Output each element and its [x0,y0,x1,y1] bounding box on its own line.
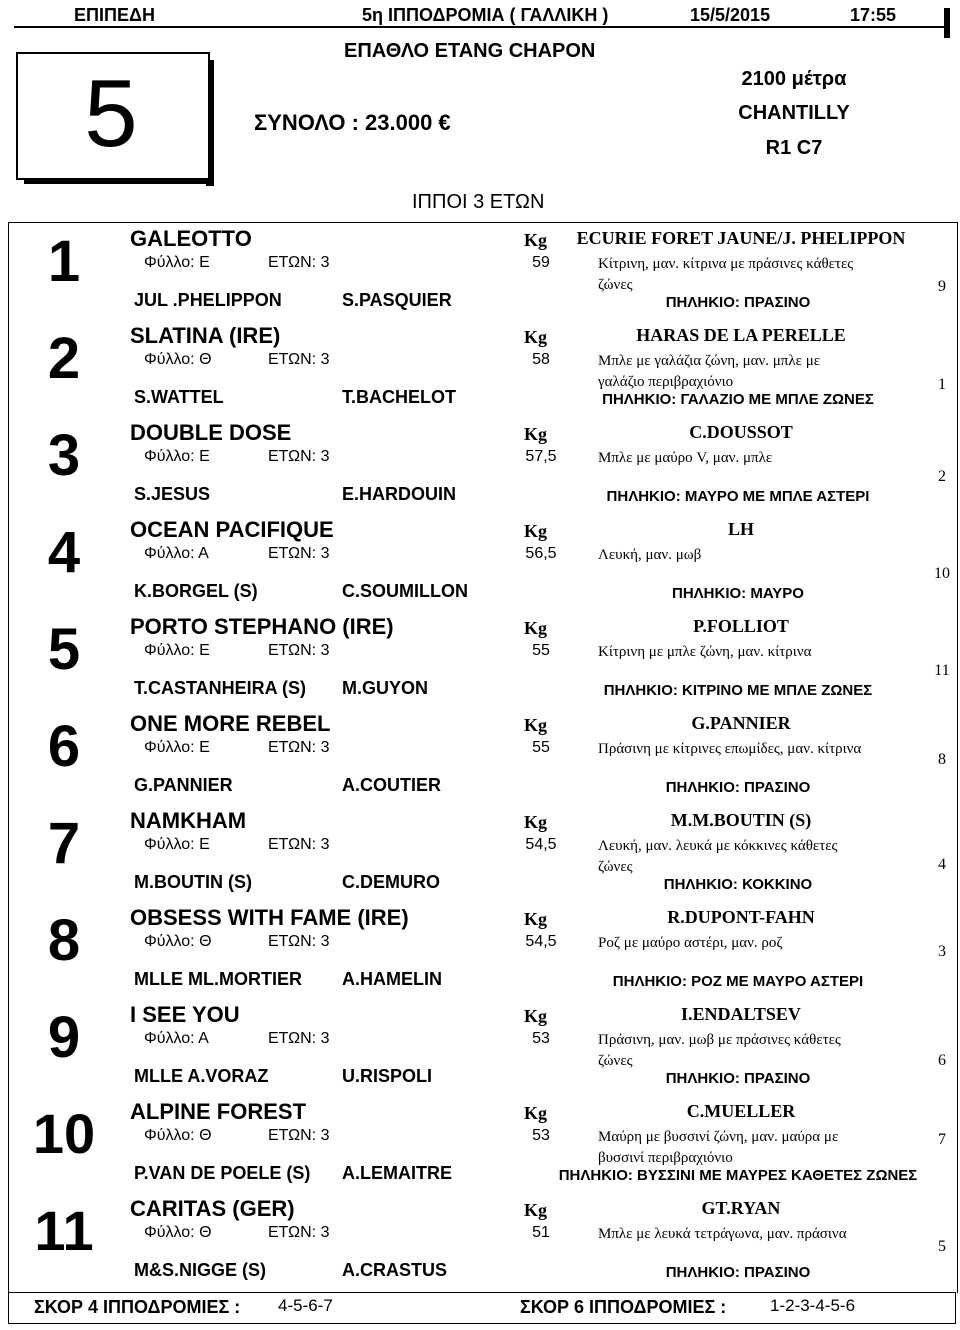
horse-age: ΕΤΩΝ: 3 [268,1127,330,1144]
runner-row [8,709,956,806]
horse-age: ΕΤΩΝ: 3 [268,933,330,950]
draw-number: 11 [934,662,950,679]
horse-age: ΕΤΩΝ: 3 [268,545,330,562]
kg-label: Kg [524,327,548,347]
horse-name: NAMKHAM [130,808,247,833]
race-number: 5 [84,60,138,167]
horse-age: ΕΤΩΝ: 3 [268,1224,330,1241]
draw-number: 6 [938,1052,946,1069]
silks-description: Κίτρινη, μαν. κίτρινα με πράσινες κάθετες ζώνες [598,256,854,293]
silks-description: Λευκή, μαν. μωβ [598,547,702,563]
kg-label: Kg [524,230,548,250]
jockey-name: T.CASTANHEIRA (S) [134,678,306,698]
silks-description: Κίτρινη με μπλε ζώνη, μαν. κίτρινα [598,644,812,660]
runner-row [8,418,956,515]
horse-number: 3 [47,423,81,488]
draw-number: 2 [938,468,946,485]
trainer-name: S.PASQUIER [342,290,452,310]
horse-sex: Φύλλο: Ε [144,254,210,271]
cap-description: ΠΗΛΗΚΙΟ: ΠΡΑΣΙΝΟ [665,1070,811,1087]
trainer-name: A.HAMELIN [342,969,442,989]
owner-name: G.PANNIER [691,713,791,733]
owner-name: ECURIE FORET JAUNE/J. PHELIPPON [576,228,906,248]
draw-number: 4 [938,856,946,873]
race-title: 5η ΙΠΠΟΔΡΟΜΙΑ ( ΓΑΛΛΙΚΗ ) [362,5,609,25]
runner-row [8,806,956,903]
prize-name: ΕΠΑΘΛΟ ETANG CHAPON [344,40,596,62]
horse-sex: Φύλλο: Α [144,1030,209,1047]
kg-label: Kg [524,521,548,541]
horse-weight: 55 [532,739,550,756]
distance: 2100 μέτρα [741,68,847,90]
cap-description: ΠΗΛΗΚΙΟ: ΠΡΑΣΙΝΟ [665,779,811,796]
trainer-name: C.DEMURO [342,872,440,892]
score6-label: ΣΚΟΡ 6 ΙΠΠΟΔΡΟΜΙΕΣ : [520,1297,727,1317]
jockey-name: K.BORGEL (S) [134,581,258,601]
draw-number: 8 [938,751,946,768]
horse-number: 2 [47,326,81,391]
silks-description: Πράσινη, μαν. μωβ με πράσινες κάθετες ζώνες [598,1032,841,1069]
runner-row [8,515,956,612]
horse-name: ONE MORE REBEL [130,711,331,736]
horse-sex: Φύλλο: Θ [144,351,212,368]
owner-name: HARAS DE LA PERELLE [636,325,846,345]
cap-description: ΠΗΛΗΚΙΟ: ΜΑΥΡΟ [672,585,804,602]
venue: CHANTILLY [738,102,850,124]
runner-row [8,612,956,709]
horse-number: 4 [47,520,81,585]
runner-row [8,1097,956,1194]
silks-description: Ροζ με μαύρο αστέρι, μαν. ροζ [598,935,783,951]
horse-name: DOUBLE DOSE [130,420,292,445]
race-type: ΕΠΙΠΕΔΗ [74,5,155,25]
cap-description: ΠΗΛΗΚΙΟ: ΒΥΣΣΙΝΙ ΜΕ ΜΑΥΡΕΣ ΚΑΘΕΤΕΣ ΖΩΝΕΣ [558,1167,918,1184]
trainer-name: C.SOUMILLON [342,581,468,601]
cap-description: ΠΗΛΗΚΙΟ: ΡΟΖ ΜΕ ΜΑΥΡΟ ΑΣΤΕΡΙ [612,973,864,990]
silks-description: Πράσινη με κίτρινες επωμίδες, μαν. κίτρινα [598,741,862,757]
runner-row [8,224,956,321]
horse-age: ΕΤΩΝ: 3 [268,642,330,659]
owner-name: C.MUELLER [686,1101,796,1121]
kg-label: Kg [524,812,548,832]
cap-description: ΠΗΛΗΚΙΟ: ΚΙΤΡΙΝΟ ΜΕ ΜΠΛΕ ΖΩΝΕΣ [603,682,873,699]
horse-number: 1 [47,229,81,294]
cap-description: ΠΗΛΗΚΙΟ: ΠΡΑΣΙΝΟ [665,294,811,311]
horse-name: ALPINE FOREST [130,1099,307,1124]
race-time: 17:55 [850,5,897,25]
horse-weight: 55 [532,642,550,659]
trainer-name: A.COUTIER [342,775,441,795]
score4-label: ΣΚΟΡ 4 ΙΠΠΟΔΡΟΜΙΕΣ : [34,1297,241,1317]
horse-age: ΕΤΩΝ: 3 [268,254,330,271]
jockey-name: S.WATTEL [134,387,224,407]
trainer-name: A.LEMAITRE [342,1163,452,1183]
race-category: ΙΠΠΟΙ 3 ΕΤΩΝ [412,191,545,213]
horse-number: 8 [47,908,81,973]
horse-age: ΕΤΩΝ: 3 [268,739,330,756]
horse-age: ΕΤΩΝ: 3 [268,836,330,853]
horse-weight: 51 [532,1224,550,1241]
silks-description: Λευκή, μαν. λευκά με κόκκινες κάθετες ζώνες [598,838,838,875]
kg-label: Kg [524,715,548,735]
header-shadow [944,8,950,38]
horse-name: PORTO STEPHANO (IRE) [130,614,394,639]
runner-row [8,321,956,418]
horse-weight: 54,5 [525,836,557,853]
draw-number: 10 [934,565,950,582]
horse-weight: 58 [532,351,550,368]
horse-number: 11 [34,1199,94,1262]
horse-sex: Φύλλο: Ε [144,836,210,853]
owner-name: C.DOUSSOT [689,422,793,442]
horse-age: ΕΤΩΝ: 3 [268,351,330,368]
horse-name: OBSESS WITH FAME (IRE) [130,905,409,930]
draw-number: 5 [938,1238,946,1255]
horse-age: ΕΤΩΝ: 3 [268,448,330,465]
kg-label: Kg [524,1006,548,1026]
owner-name: R.DUPONT-FAHN [667,907,815,927]
cap-description: ΠΗΛΗΚΙΟ: ΓΑΛΑΖΙΟ ΜΕ ΜΠΛΕ ΖΩΝΕΣ [602,391,874,408]
kg-label: Kg [524,1200,548,1220]
horse-sex: Φύλλο: Θ [144,1127,212,1144]
horse-weight: 59 [532,254,550,271]
runner-row [8,903,956,1000]
owner-name: M.M.BOUTIN (S) [670,810,812,830]
horse-name: GALEOTTO [130,226,252,251]
trainer-name: A.CRASTUS [342,1260,448,1280]
runner-row [8,1194,956,1291]
kg-label: Kg [524,909,548,929]
jockey-name: G.PANNIER [134,775,233,795]
jockey-name: MLLE ML.MORTIER [134,969,302,989]
kg-label: Kg [524,424,548,444]
horse-name: SLATINA (IRE) [130,323,281,348]
horse-weight: 56,5 [525,545,557,562]
horse-sex: Φύλλο: Θ [144,933,212,950]
owner-name: I.ENDALTSEV [681,1004,801,1024]
jockey-name: P.VAN DE POELE (S) [134,1163,311,1183]
trainer-name: E.HARDOUIN [342,484,457,504]
cap-description: ΠΗΛΗΚΙΟ: ΚΟΚΚΙΝΟ [663,876,813,893]
horse-weight: 53 [532,1127,550,1144]
jockey-name: M&S.NIGGE (S) [134,1260,267,1280]
jockey-name: M.BOUTIN (S) [134,872,252,892]
horse-sex: Φύλλο: Α [144,545,209,562]
jockey-name: JUL .PHELIPPON [134,290,282,310]
horse-sex: Φύλλο: Θ [144,1224,212,1241]
jockey-name: MLLE A.VORAZ [134,1066,269,1086]
draw-number: 7 [938,1131,946,1148]
horse-number: 9 [47,1005,81,1070]
horse-sex: Φύλλο: Ε [144,448,210,465]
total-prize: ΣΥΝΟΛΟ : 23.000 € [254,110,451,135]
owner-name: GT.RYAN [701,1198,781,1218]
kg-label: Kg [524,1103,548,1123]
horse-sex: Φύλλο: Ε [144,642,210,659]
owner-name: LH [727,519,754,539]
horse-name: OCEAN PACIFIQUE [130,517,334,542]
horse-number: 6 [47,714,81,779]
horse-number: 5 [47,617,81,682]
cap-description: ΠΗΛΗΚΙΟ: ΜΑΥΡΟ ΜΕ ΜΠΛΕ ΑΣΤΕΡΙ [606,488,870,505]
trainer-name: T.BACHELOT [342,387,456,407]
horse-number: 10 [32,1102,96,1165]
silks-description: Μπλε με λευκά τετράγωνα, μαν. πράσινα [598,1226,847,1242]
horse-weight: 54,5 [525,933,557,950]
horse-weight: 53 [532,1030,550,1047]
silks-description: Μπλε με μαύρο V, μαν. μπλε [598,450,773,466]
horse-name: CARITAS (GER) [130,1196,295,1221]
score4-value: 4-5-6-7 [278,1296,333,1315]
trainer-name: U.RISPOLI [342,1066,433,1086]
silks-description: Μαύρη με βυσσινί ζώνη, μαν. μαύρα με βυσσινί περιβραχιόνιο [598,1129,839,1166]
owner-name: P.FOLLIOT [693,616,789,636]
horse-weight: 57,5 [525,448,557,465]
score6-value: 1-2-3-4-5-6 [770,1296,856,1315]
horse-sex: Φύλλο: Ε [144,739,210,756]
draw-number: 1 [938,376,946,393]
cap-description: ΠΗΛΗΚΙΟ: ΠΡΑΣΙΝΟ [665,1264,811,1281]
horse-age: ΕΤΩΝ: 3 [268,1030,330,1047]
draw-number: 9 [938,278,946,295]
runner-row [8,1000,956,1097]
draw-number: 3 [938,943,946,960]
silks-description: Μπλε με γαλάζια ζώνη, μαν. μπλε με γαλάζιο περιβραχιόνιο [598,353,821,390]
horse-name: I SEE YOU [130,1002,240,1027]
trainer-name: M.GUYON [342,678,429,698]
race-date: 15/5/2015 [690,5,771,25]
horse-number: 7 [47,811,81,876]
race-code: R1 C7 [765,137,823,159]
kg-label: Kg [524,618,548,638]
jockey-name: S.JESUS [134,484,211,504]
